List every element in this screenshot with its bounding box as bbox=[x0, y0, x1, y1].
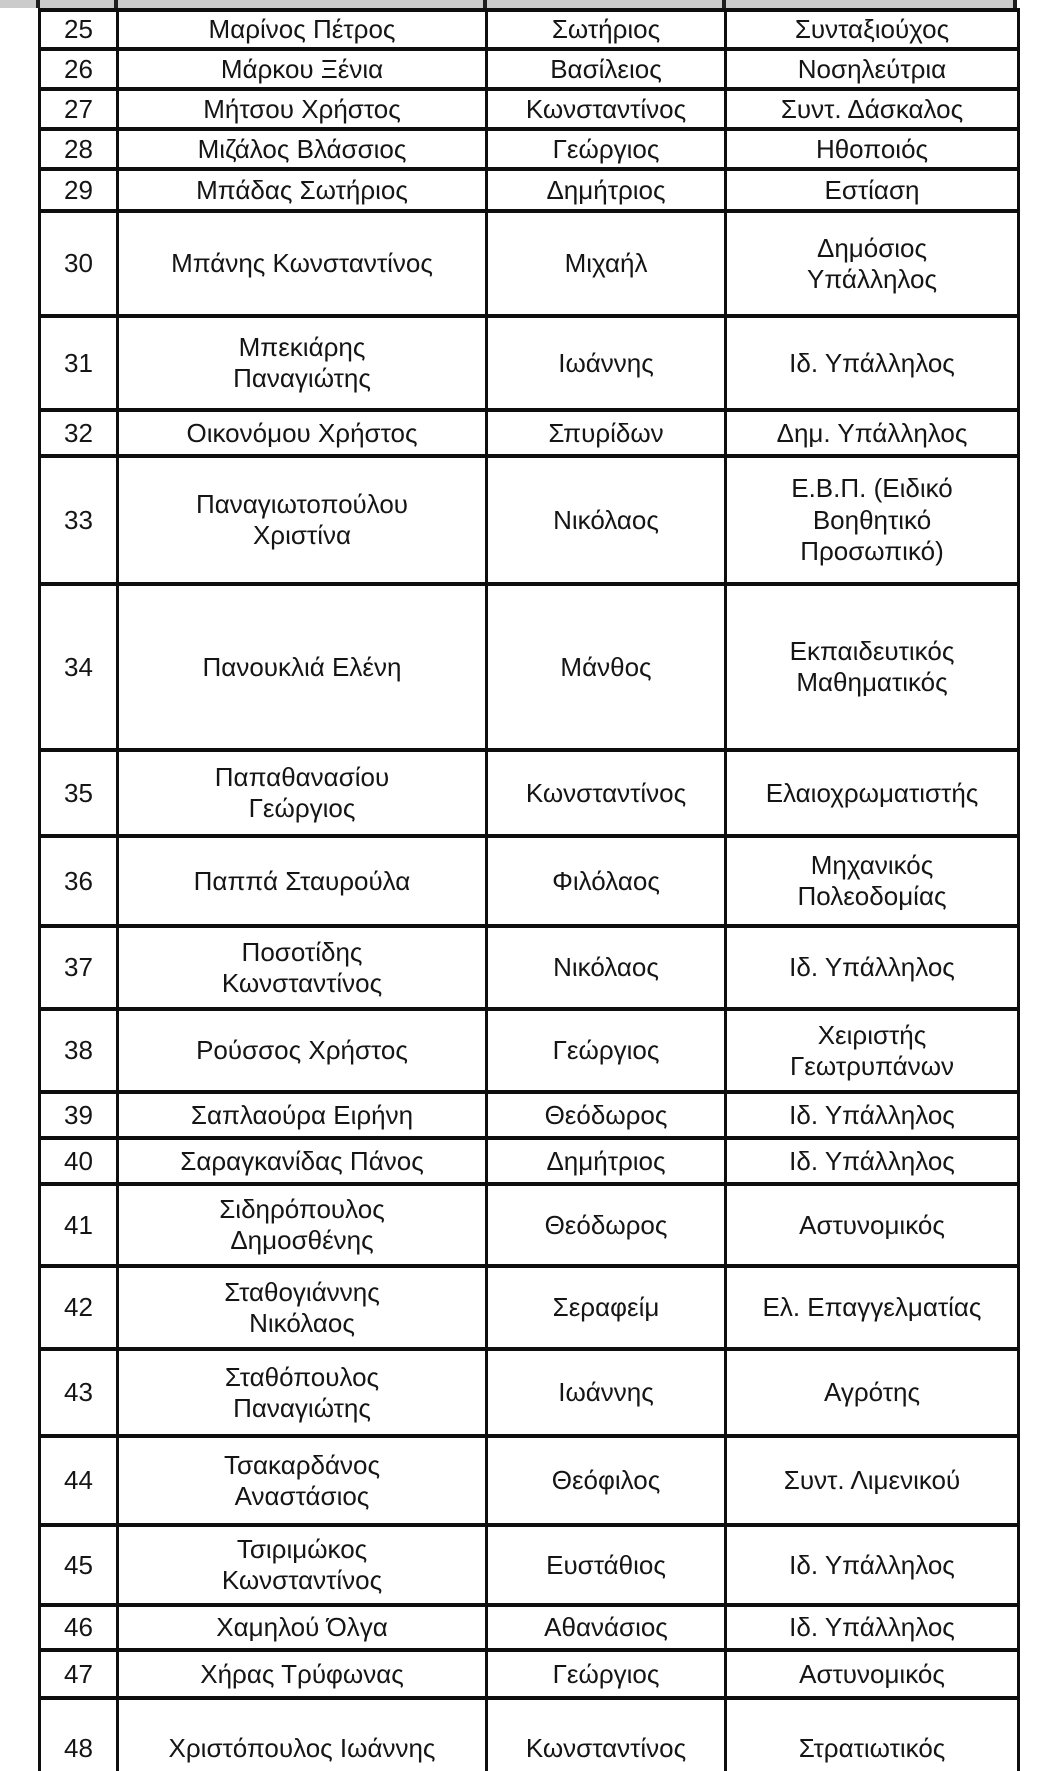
cell-father-name-line: Ιωάννης bbox=[558, 347, 654, 378]
cell-occupation-line: Ιδ. Υπάλληλος bbox=[789, 347, 955, 378]
table-row bbox=[40, 750, 1019, 836]
cell-number-line: 42 bbox=[64, 1292, 93, 1323]
cell-number bbox=[40, 1349, 118, 1436]
cell-number bbox=[40, 1138, 118, 1184]
table-row bbox=[40, 169, 1019, 211]
cell-occupation-line: Ηθοποιός bbox=[815, 133, 929, 164]
cell-occupation bbox=[726, 169, 1019, 211]
cell-occupation bbox=[726, 89, 1019, 129]
cell-occupation bbox=[726, 316, 1019, 410]
cell-number-line: 36 bbox=[64, 865, 93, 896]
table-row bbox=[40, 316, 1019, 410]
cell-full-name-line: Σαραγκανίδας Πάνος bbox=[180, 1145, 424, 1176]
cell-full-name-line: Μπάνης Κωνσταντίνος bbox=[171, 248, 433, 279]
table-row bbox=[40, 211, 1019, 316]
cell-father-name bbox=[487, 1349, 726, 1436]
cell-occupation bbox=[726, 836, 1019, 926]
cell-full-name bbox=[118, 836, 487, 926]
cell-full-name-line: Κωνσταντίνος bbox=[221, 1565, 383, 1596]
cell-number-line: 35 bbox=[64, 777, 93, 808]
cell-full-name-line: Σιδηρόπουλος bbox=[219, 1194, 385, 1224]
cell-number bbox=[40, 456, 118, 584]
cell-full-name-line: Γεώργιος bbox=[248, 793, 356, 824]
cell-occupation-line: Αστυνομικός bbox=[799, 1658, 945, 1689]
cell-full-name bbox=[118, 926, 487, 1009]
cell-full-name bbox=[118, 1138, 487, 1184]
cell-father-name bbox=[487, 410, 726, 456]
cell-occupation bbox=[726, 1266, 1019, 1349]
cell-full-name-line: Παναγιωτοπούλου bbox=[195, 489, 409, 519]
cell-occupation bbox=[726, 750, 1019, 836]
cell-father-name-line: Γεώργιος bbox=[552, 1035, 660, 1066]
cell-full-name-line: Σταθόπουλος bbox=[224, 1361, 380, 1392]
cell-father-name-line: Κωνσταντίνος bbox=[525, 777, 687, 808]
cell-father-name bbox=[487, 169, 726, 211]
cell-number-line: 26 bbox=[64, 53, 93, 84]
cell-number-line: 31 bbox=[64, 347, 93, 378]
cell-occupation-line: Ε.Β.Π. (Ειδικό bbox=[791, 473, 953, 504]
cell-full-name-line: Μιζάλος Βλάσσιος bbox=[197, 133, 407, 164]
cell-full-name-line: Μήτσου Χρήστος bbox=[203, 93, 401, 124]
cell-number bbox=[40, 49, 118, 89]
cell-full-name bbox=[118, 211, 487, 316]
cell-occupation-line: Χειριστής bbox=[817, 1019, 927, 1050]
table-row bbox=[40, 1698, 1019, 1771]
cell-full-name-line: Χριστόπουλος Ιωάννης bbox=[168, 1732, 436, 1763]
cell-full-name bbox=[118, 1092, 487, 1138]
cell-full-name-line: Ποσοτίδης bbox=[241, 936, 363, 967]
table-row bbox=[40, 1525, 1019, 1605]
cell-full-name-line: Σαπλαούρα Ειρήνη bbox=[190, 1099, 414, 1130]
cell-father-name-line: Θεόδωρος bbox=[544, 1099, 668, 1130]
cell-occupation-line: Πολεοδομίας bbox=[797, 881, 947, 912]
table-row bbox=[40, 1266, 1019, 1349]
cell-occupation bbox=[726, 584, 1019, 750]
cell-full-name-line: Παναγιώτης bbox=[233, 363, 371, 394]
cell-occupation bbox=[726, 10, 1019, 49]
cell-father-name-line: Θεόφιλος bbox=[551, 1465, 661, 1496]
cell-occupation-line: Ελαιοχρωματιστής bbox=[765, 777, 979, 808]
cell-occupation bbox=[726, 1138, 1019, 1184]
cell-father-name-line: Κωνσταντίνος bbox=[525, 1732, 687, 1763]
cell-father-name bbox=[487, 1436, 726, 1525]
cell-full-name bbox=[118, 49, 487, 89]
cell-occupation-line: Συντ. Λιμενικού bbox=[783, 1465, 961, 1496]
cell-occupation-line: Μηχανικός bbox=[810, 850, 934, 880]
cell-father-name bbox=[487, 1698, 726, 1771]
cell-father-name bbox=[487, 836, 726, 926]
cell-father-name-line: Θεόδωρος bbox=[544, 1209, 668, 1240]
cell-occupation-line: Αγρότης bbox=[823, 1377, 920, 1408]
cell-father-name bbox=[487, 926, 726, 1009]
table-row bbox=[40, 10, 1019, 49]
cell-full-name-line: Αναστάσιος bbox=[234, 1480, 370, 1511]
cell-number-line: 37 bbox=[64, 952, 93, 983]
cell-father-name-line: Φιλόλαος bbox=[552, 865, 660, 896]
column-border-nub bbox=[114, 0, 118, 8]
cell-number-line: 25 bbox=[64, 14, 93, 44]
cell-occupation-line: Συνταξιούχος bbox=[794, 14, 950, 44]
cell-full-name bbox=[118, 1009, 487, 1092]
cell-number bbox=[40, 316, 118, 410]
cell-father-name bbox=[487, 1605, 726, 1650]
cell-full-name bbox=[118, 169, 487, 211]
table-row bbox=[40, 456, 1019, 584]
cell-number-line: 28 bbox=[64, 133, 93, 164]
cell-full-name-line: Τσακαρδάνος bbox=[223, 1449, 381, 1480]
cell-father-name-line: Κωνσταντίνος bbox=[525, 93, 687, 124]
cell-number bbox=[40, 1092, 118, 1138]
cell-full-name-line: Παππά Σταυρούλα bbox=[193, 865, 411, 896]
cell-full-name bbox=[118, 410, 487, 456]
cell-father-name-line: Δημήτριος bbox=[546, 1145, 666, 1176]
cell-number bbox=[40, 1525, 118, 1605]
cell-occupation bbox=[726, 456, 1019, 584]
cell-occupation bbox=[726, 49, 1019, 89]
cell-occupation bbox=[726, 1009, 1019, 1092]
column-border-nub bbox=[722, 0, 726, 8]
cell-occupation bbox=[726, 1605, 1019, 1650]
cell-father-name bbox=[487, 456, 726, 584]
cell-father-name bbox=[487, 49, 726, 89]
cell-full-name-line: Δημοσθένης bbox=[230, 1225, 374, 1256]
cell-father-name-line: Σεραφείμ bbox=[552, 1292, 660, 1323]
cell-number bbox=[40, 584, 118, 750]
cell-number-line: 47 bbox=[64, 1658, 93, 1689]
cell-father-name-line: Γεώργιος bbox=[552, 133, 660, 164]
table-body bbox=[40, 10, 1019, 1771]
cell-number bbox=[40, 1436, 118, 1525]
column-border-nub bbox=[483, 0, 487, 8]
cell-full-name bbox=[118, 1266, 487, 1349]
cell-full-name-line: Ρούσσος Χρήστος bbox=[196, 1035, 408, 1066]
cell-number-line: 48 bbox=[64, 1732, 93, 1763]
cell-father-name bbox=[487, 211, 726, 316]
cell-occupation-line: Ιδ. Υπάλληλος bbox=[789, 1099, 955, 1130]
cell-father-name bbox=[487, 1009, 726, 1092]
cell-occupation bbox=[726, 1525, 1019, 1605]
cell-occupation-line: Νοσηλεύτρια bbox=[797, 53, 947, 84]
cell-number bbox=[40, 1650, 118, 1698]
cell-father-name bbox=[487, 1138, 726, 1184]
cell-number-line: 46 bbox=[64, 1612, 93, 1643]
cell-father-name-line: Γεώργιος bbox=[552, 1658, 660, 1689]
cell-number bbox=[40, 926, 118, 1009]
cell-father-name-line: Νικόλαος bbox=[553, 952, 659, 983]
cell-occupation bbox=[726, 926, 1019, 1009]
cell-occupation bbox=[726, 1650, 1019, 1698]
cell-full-name bbox=[118, 1436, 487, 1525]
cell-occupation-line: Ιδ. Υπάλληλος bbox=[789, 1612, 955, 1643]
cell-father-name-line: Δημήτριος bbox=[546, 174, 666, 205]
cell-full-name-line: Πανουκλιά Ελένη bbox=[202, 651, 402, 682]
top-edge-strip bbox=[0, 0, 1017, 8]
cell-father-name bbox=[487, 1184, 726, 1266]
cell-full-name-line: Χήρας Τρύφωνας bbox=[200, 1658, 404, 1689]
cell-occupation-line: Δημόσιος bbox=[816, 232, 928, 263]
cell-full-name bbox=[118, 1184, 487, 1266]
cell-father-name bbox=[487, 316, 726, 410]
cell-father-name bbox=[487, 1525, 726, 1605]
cell-full-name bbox=[118, 1698, 487, 1771]
cell-father-name-line: Σωτήριος bbox=[551, 14, 661, 44]
cell-occupation bbox=[726, 1436, 1019, 1525]
table-row bbox=[40, 584, 1019, 750]
cell-number bbox=[40, 89, 118, 129]
table-row bbox=[40, 1650, 1019, 1698]
cell-number bbox=[40, 169, 118, 211]
cell-full-name bbox=[118, 89, 487, 129]
cell-father-name bbox=[487, 10, 726, 49]
cell-father-name-line: Αθανάσιος bbox=[544, 1612, 668, 1643]
cell-full-name bbox=[118, 316, 487, 410]
roster-table bbox=[38, 8, 1020, 1771]
cell-number-line: 34 bbox=[64, 651, 93, 682]
cell-number-line: 40 bbox=[64, 1145, 93, 1176]
cell-occupation bbox=[726, 211, 1019, 316]
table-row bbox=[40, 1009, 1019, 1092]
cell-full-name-line: Μπεκιάρης bbox=[238, 332, 366, 362]
cell-full-name-line: Χαμηλού Όλγα bbox=[216, 1612, 388, 1643]
table-row bbox=[40, 410, 1019, 456]
cell-number bbox=[40, 750, 118, 836]
cell-occupation bbox=[726, 129, 1019, 169]
cell-full-name-line: Μάρκου Ξένια bbox=[220, 53, 384, 84]
cell-number bbox=[40, 410, 118, 456]
cell-occupation-line: Προσωπικό) bbox=[800, 535, 944, 566]
cell-father-name-line: Ευστάθιος bbox=[546, 1549, 666, 1580]
cell-occupation-line: Δημ. Υπάλληλος bbox=[776, 417, 968, 448]
cell-occupation bbox=[726, 1092, 1019, 1138]
cell-occupation-line: Εστίαση bbox=[824, 174, 920, 205]
cell-number-line: 29 bbox=[64, 174, 93, 205]
cell-full-name-line: Παπαθανασίου bbox=[214, 762, 390, 792]
cell-occupation bbox=[726, 1184, 1019, 1266]
cell-number bbox=[40, 1605, 118, 1650]
table-row bbox=[40, 1184, 1019, 1266]
cell-father-name bbox=[487, 129, 726, 169]
cell-full-name bbox=[118, 129, 487, 169]
column-border-nub bbox=[1013, 0, 1017, 8]
cell-father-name-line: Βασίλειος bbox=[550, 53, 662, 84]
cell-father-name bbox=[487, 89, 726, 129]
cell-father-name-line: Σπυρίδων bbox=[548, 417, 664, 448]
cell-full-name bbox=[118, 1605, 487, 1650]
table-row bbox=[40, 49, 1019, 89]
cell-number-line: 41 bbox=[64, 1209, 93, 1240]
cell-occupation-line: Ελ. Επαγγελματίας bbox=[762, 1292, 982, 1323]
cell-full-name-line: Νικόλαος bbox=[249, 1307, 355, 1338]
cell-full-name bbox=[118, 1650, 487, 1698]
cell-number bbox=[40, 1184, 118, 1266]
table-row bbox=[40, 1138, 1019, 1184]
cell-number bbox=[40, 10, 118, 49]
cell-number bbox=[40, 1698, 118, 1771]
cell-full-name bbox=[118, 750, 487, 836]
cell-number-line: 43 bbox=[64, 1377, 93, 1408]
cell-full-name-line: Χριστίνα bbox=[252, 520, 352, 551]
cell-father-name bbox=[487, 584, 726, 750]
cell-father-name-line: Μιχαήλ bbox=[564, 248, 648, 279]
cell-full-name-line: Μπάδας Σωτήριος bbox=[196, 174, 408, 205]
cell-number bbox=[40, 1009, 118, 1092]
cell-occupation-line: Υπάλληλος bbox=[807, 263, 937, 294]
cell-number-line: 39 bbox=[64, 1099, 93, 1130]
cell-number-line: 27 bbox=[64, 93, 93, 124]
cell-father-name bbox=[487, 1650, 726, 1698]
table-row bbox=[40, 1605, 1019, 1650]
cell-father-name bbox=[487, 750, 726, 836]
cell-occupation-line: Γεωτρυπάνων bbox=[789, 1050, 955, 1081]
cell-occupation-line: Μαθηματικός bbox=[796, 667, 948, 698]
cell-father-name-line: Ιωάννης bbox=[558, 1377, 654, 1408]
cell-number-line: 30 bbox=[64, 248, 93, 279]
table-row bbox=[40, 89, 1019, 129]
table-row bbox=[40, 1436, 1019, 1525]
cell-full-name-line: Παναγιώτης bbox=[233, 1392, 371, 1423]
cell-occupation-line: Ιδ. Υπάλληλος bbox=[789, 952, 955, 983]
table-row bbox=[40, 836, 1019, 926]
cell-occupation-line: Ιδ. Υπάλληλος bbox=[789, 1145, 955, 1176]
cell-full-name-line: Σταθογιάννης bbox=[224, 1276, 380, 1307]
cell-father-name bbox=[487, 1266, 726, 1349]
cell-occupation bbox=[726, 410, 1019, 456]
cell-full-name-line: Μαρίνος Πέτρος bbox=[208, 14, 396, 44]
cell-number bbox=[40, 836, 118, 926]
cell-occupation-line: Αστυνομικός bbox=[799, 1209, 945, 1240]
table-row bbox=[40, 1349, 1019, 1436]
cell-number bbox=[40, 211, 118, 316]
table-row bbox=[40, 129, 1019, 169]
cell-occupation-line: Στρατιωτικός bbox=[798, 1732, 946, 1763]
cell-number-line: 32 bbox=[64, 417, 93, 448]
cell-number bbox=[40, 129, 118, 169]
cell-occupation-line: Εκπαιδευτικός bbox=[789, 636, 955, 666]
cell-full-name bbox=[118, 456, 487, 584]
cell-full-name bbox=[118, 1349, 487, 1436]
cell-father-name-line: Νικόλαος bbox=[553, 504, 659, 535]
table-row bbox=[40, 1092, 1019, 1138]
table-row bbox=[40, 926, 1019, 1009]
cell-full-name-line: Τσιριμώκος bbox=[236, 1534, 368, 1564]
cell-number-line: 38 bbox=[64, 1035, 93, 1066]
cell-full-name-line: Κωνσταντίνος bbox=[221, 967, 383, 998]
column-border-nub bbox=[36, 0, 40, 8]
cell-full-name-line: Οικονόμου Χρήστος bbox=[186, 417, 418, 448]
cell-father-name-line: Μάνθος bbox=[560, 651, 652, 682]
cell-occupation bbox=[726, 1698, 1019, 1771]
cell-full-name bbox=[118, 1525, 487, 1605]
cell-number-line: 33 bbox=[64, 504, 93, 535]
cell-father-name bbox=[487, 1092, 726, 1138]
cell-number-line: 44 bbox=[64, 1465, 93, 1496]
cell-full-name bbox=[118, 584, 487, 750]
cell-occupation-line: Βοηθητικό bbox=[812, 504, 932, 535]
cell-occupation bbox=[726, 1349, 1019, 1436]
cell-number-line: 45 bbox=[64, 1549, 93, 1580]
cell-occupation-line: Ιδ. Υπάλληλος bbox=[789, 1549, 955, 1580]
cell-occupation-line: Συντ. Δάσκαλος bbox=[780, 93, 964, 124]
cell-number bbox=[40, 1266, 118, 1349]
cell-full-name bbox=[118, 10, 487, 49]
